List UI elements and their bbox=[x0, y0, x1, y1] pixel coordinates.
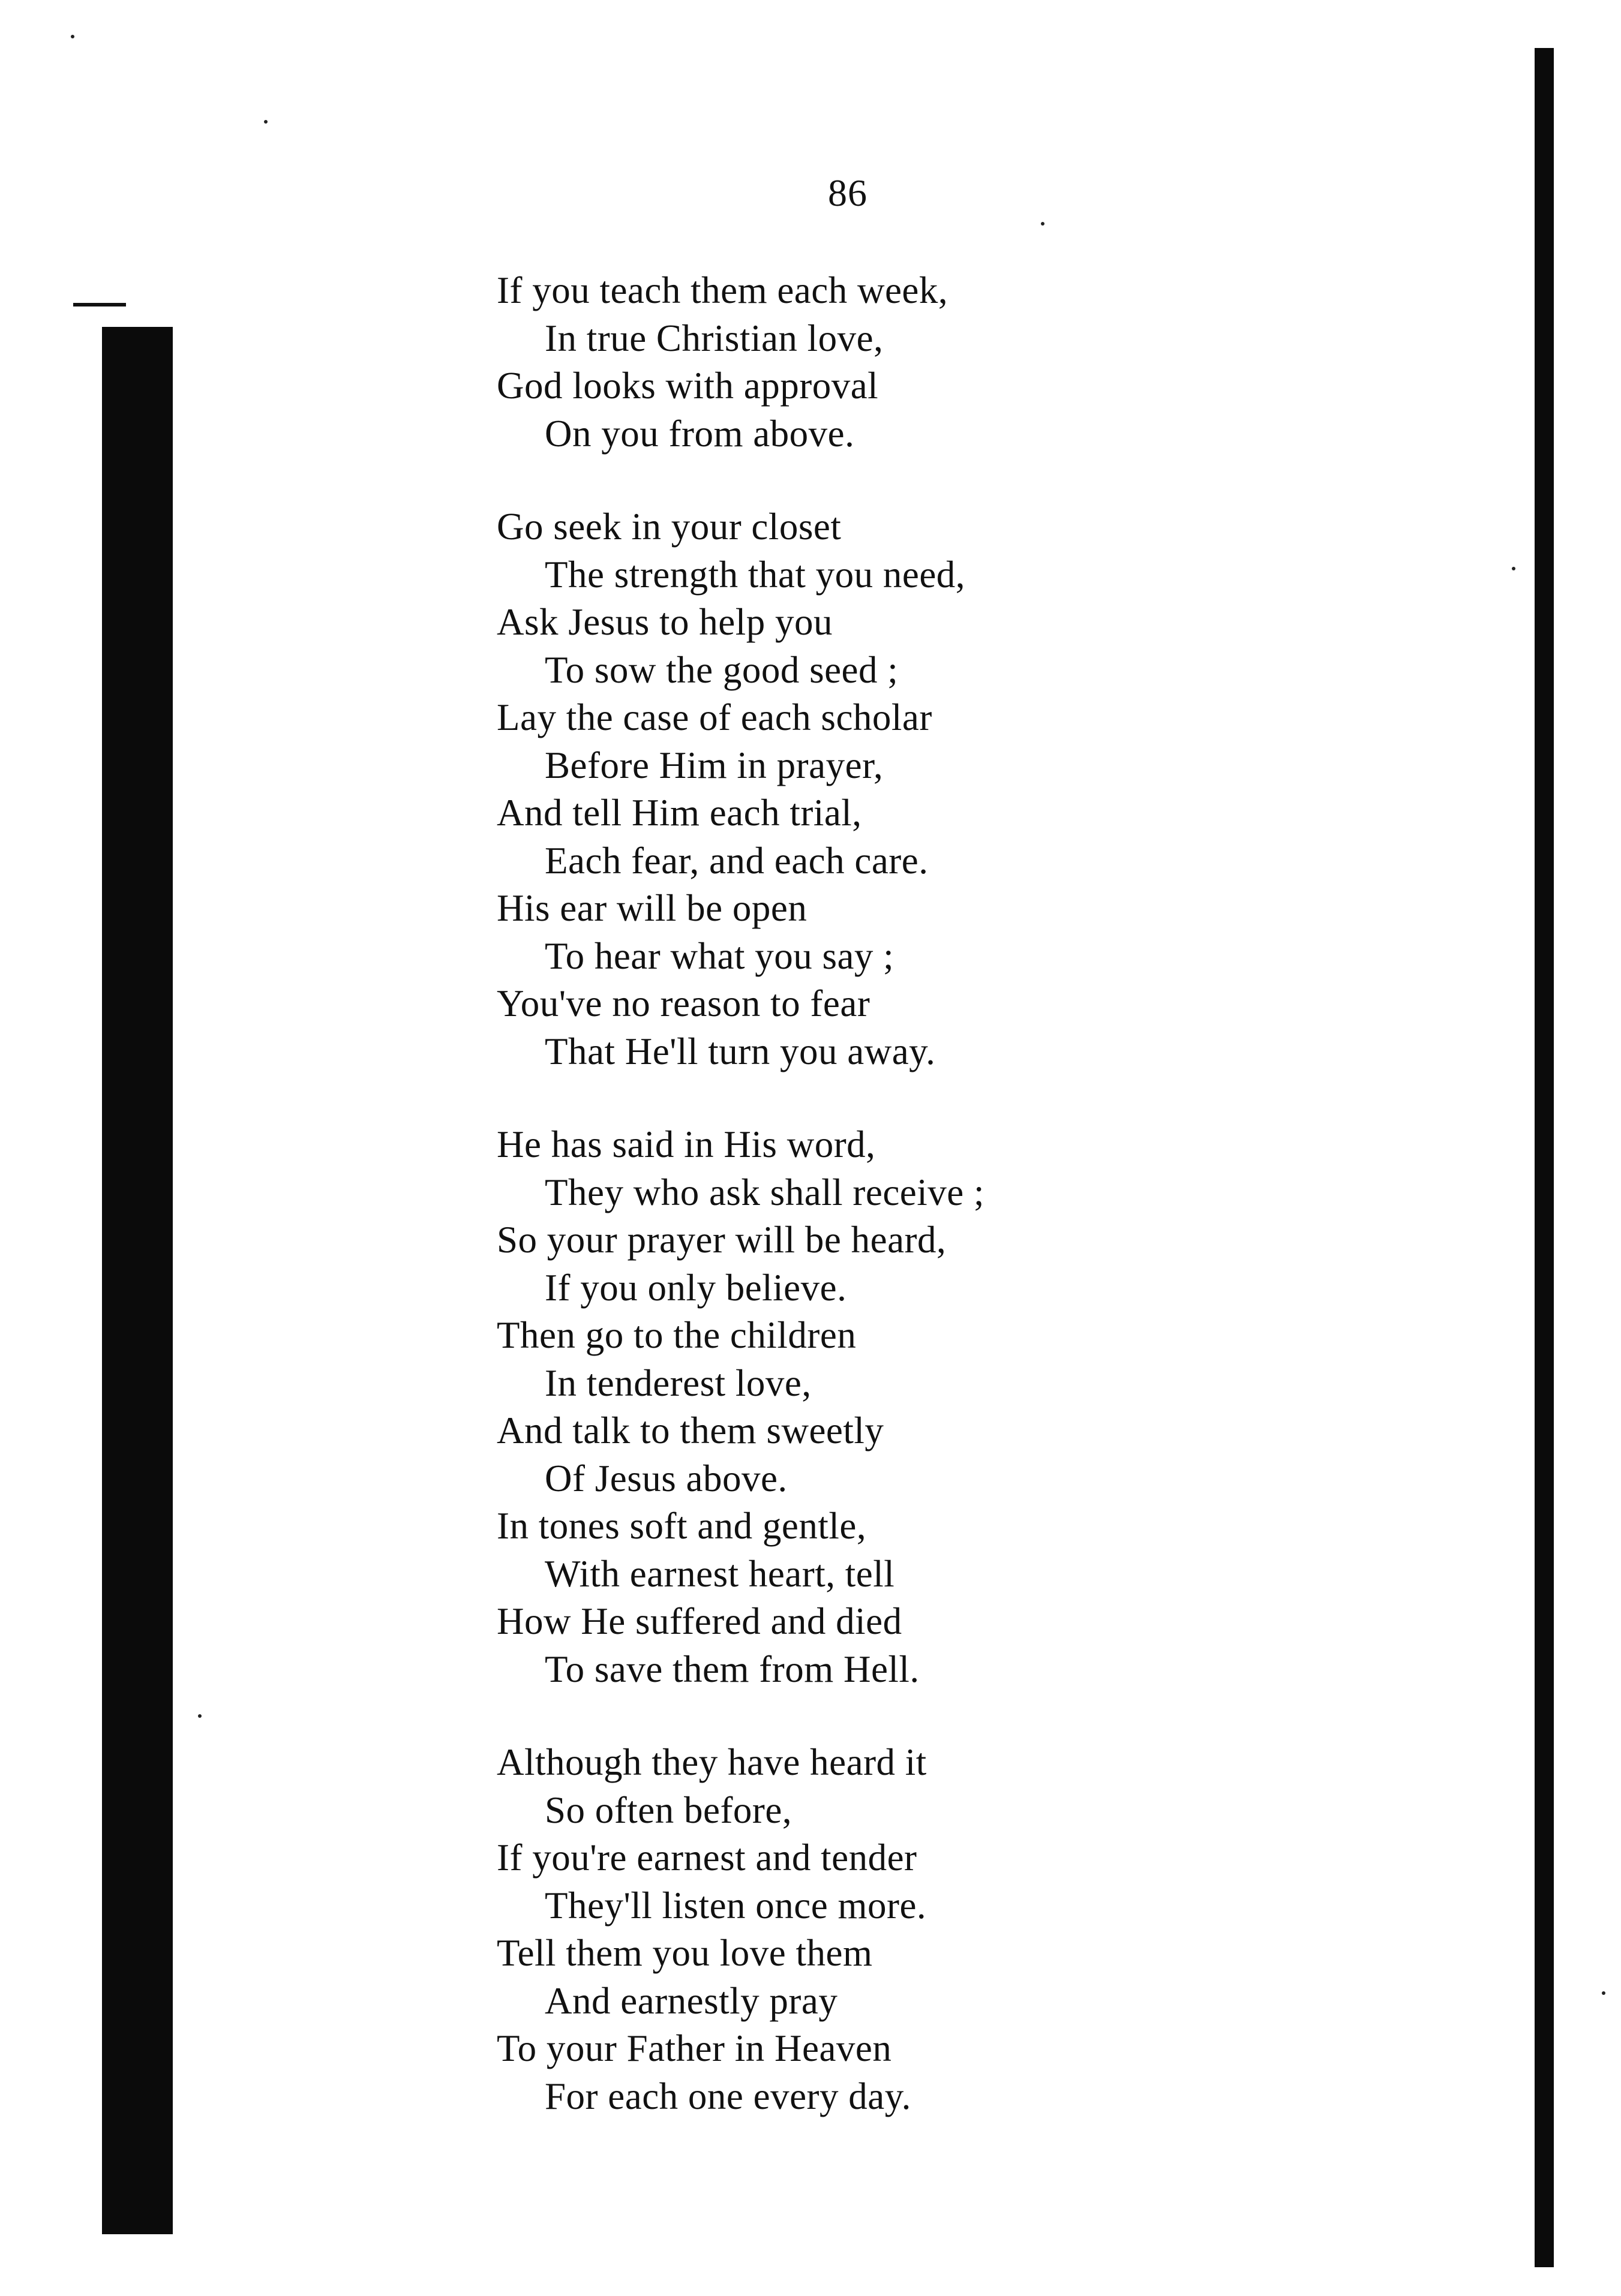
page-edge-line bbox=[1535, 48, 1554, 2267]
poem-line: And tell Him each trial, bbox=[497, 792, 862, 834]
poem-line: And talk to them sweetly bbox=[497, 1410, 884, 1451]
poem-line: With earnest heart, tell bbox=[545, 1552, 895, 1595]
poem-line: In tenderest love, bbox=[545, 1362, 812, 1404]
poem-line: To your Father in Heaven bbox=[497, 2027, 892, 2069]
poem-line: In tones soft and gentle, bbox=[497, 1505, 867, 1547]
scan-speck bbox=[71, 35, 74, 38]
poem-line: The strength that you need, bbox=[545, 553, 966, 596]
poem-line: To sow the good seed ; bbox=[545, 648, 899, 691]
poem-line: Although they have heard it bbox=[497, 1741, 927, 1783]
page-number: 86 bbox=[828, 172, 867, 214]
scan-speck bbox=[264, 120, 268, 124]
poem bbox=[497, 267, 1517, 2166]
poem-line: And earnestly pray bbox=[545, 1979, 838, 2022]
binding-edge bbox=[102, 327, 173, 2234]
poem-line: They who ask shall receive ; bbox=[545, 1171, 984, 1213]
poem-line: So your prayer will be heard, bbox=[497, 1219, 947, 1261]
poem-line: God looks with approval bbox=[497, 365, 879, 407]
poem-line: Then go to the children bbox=[497, 1314, 857, 1356]
poem-line: Ask Jesus to help you bbox=[497, 601, 833, 643]
poem-line: To save them from Hell. bbox=[545, 1648, 920, 1690]
poem-line: Of Jesus above. bbox=[545, 1457, 788, 1499]
poem-line: That He'll turn you away. bbox=[545, 1030, 936, 1072]
poem-line: To hear what you say ; bbox=[545, 934, 894, 977]
poem-line: His ear will be open bbox=[497, 887, 808, 929]
poem-line: You've no reason to fear bbox=[497, 982, 870, 1024]
poem-stanza bbox=[497, 267, 1517, 458]
scan-speck bbox=[1512, 567, 1515, 570]
poem-line: Go seek in your closet bbox=[497, 506, 842, 548]
poem-line: They'll listen once more. bbox=[545, 1884, 927, 1927]
poem-line: So often before, bbox=[545, 1789, 793, 1831]
poem-line: Lay the case of each scholar bbox=[497, 696, 932, 738]
scan-speck bbox=[1602, 1991, 1605, 1995]
poem-line: How He suffered and died bbox=[497, 1600, 902, 1642]
scan-speck bbox=[198, 1714, 202, 1718]
poem-line: Tell them you love them bbox=[497, 1932, 873, 1974]
poem-line: For each one every day. bbox=[545, 2075, 911, 2117]
poem-stanza bbox=[497, 1739, 1517, 2120]
binding-rule bbox=[73, 303, 126, 306]
poem-stanza bbox=[497, 503, 1517, 1075]
scan-speck bbox=[1041, 222, 1044, 226]
poem-line: If you teach them each week, bbox=[497, 269, 948, 311]
poem-line: If you're earnest and tender bbox=[497, 1837, 917, 1879]
poem-line: On you from above. bbox=[545, 412, 855, 455]
poem-line: Each fear, and each care. bbox=[545, 839, 929, 882]
poem-line: Before Him in prayer, bbox=[545, 744, 884, 786]
poem-line: If you only believe. bbox=[545, 1266, 847, 1309]
poem-stanza bbox=[497, 1121, 1517, 1693]
poem-line: In true Christian love, bbox=[545, 317, 884, 359]
poem-line: He has said in His word, bbox=[497, 1123, 876, 1165]
